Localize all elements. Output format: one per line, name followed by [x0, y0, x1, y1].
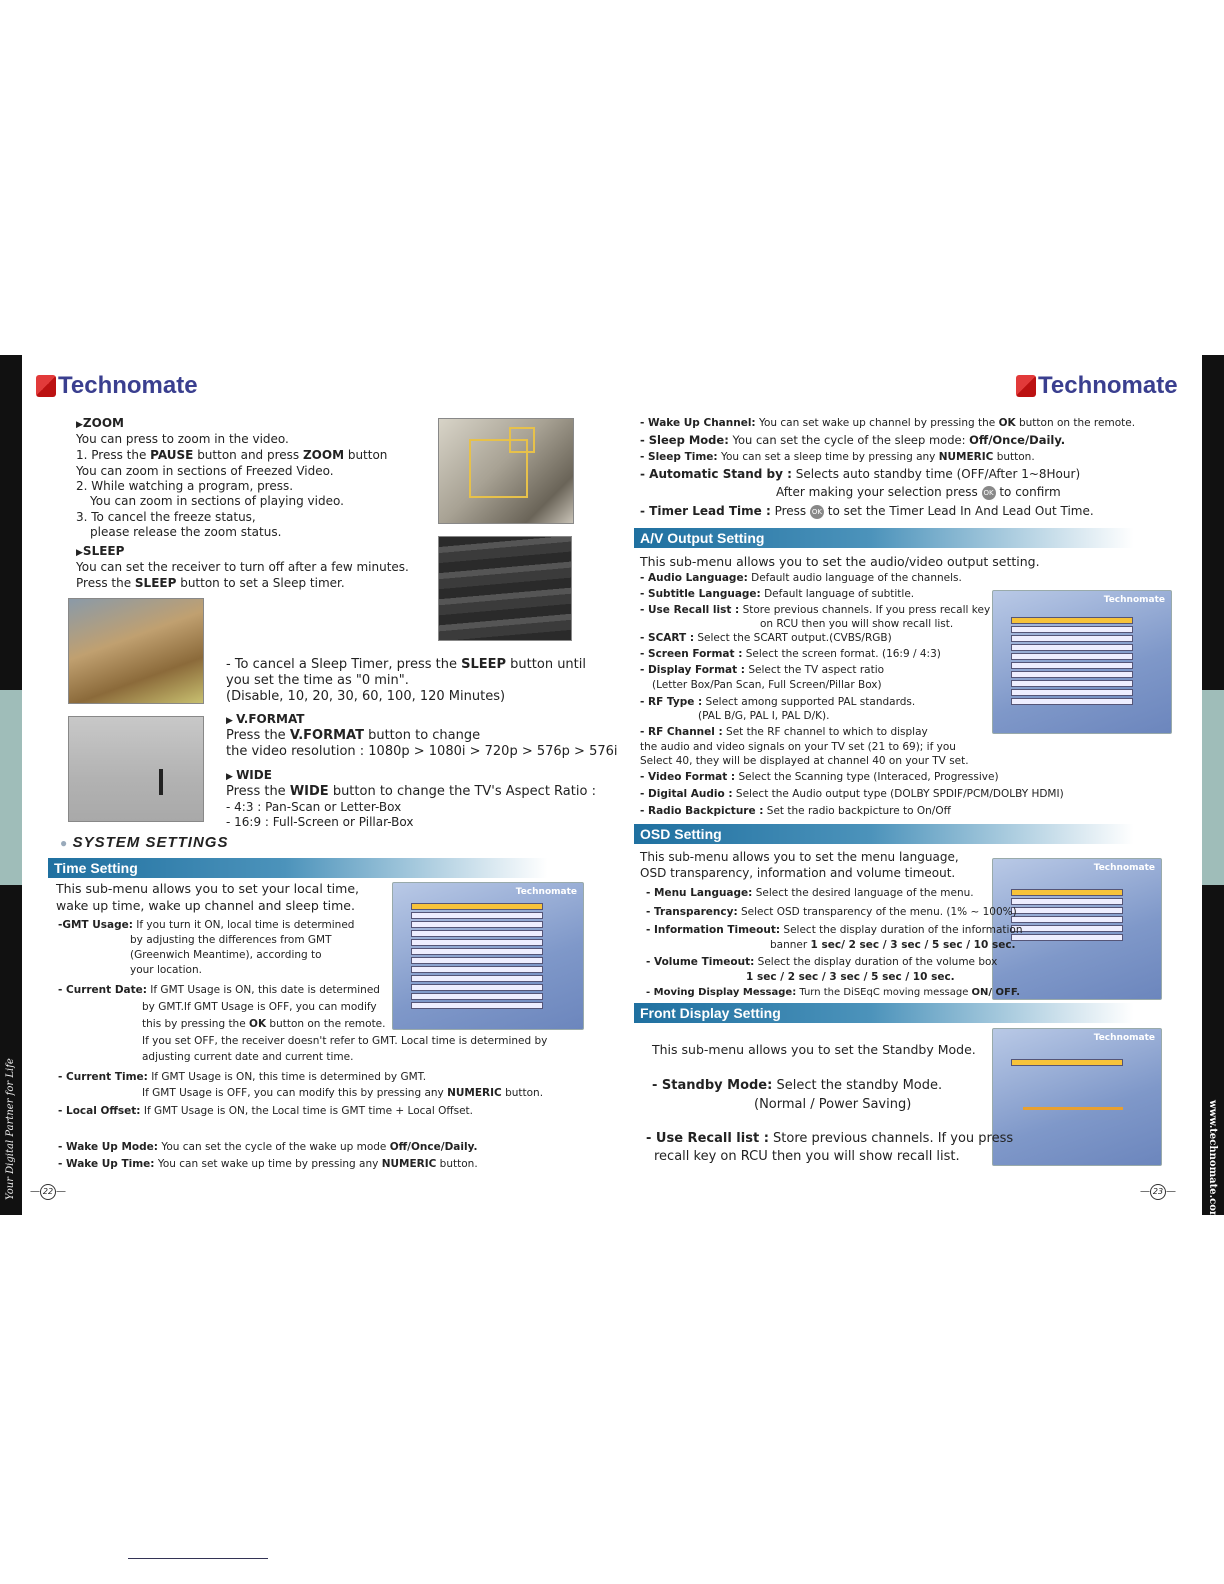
menu-row: [1011, 1059, 1123, 1066]
zoom-line: 2. While watching a program, press.: [76, 479, 294, 493]
menu-row: [411, 957, 543, 964]
menu-brand: Technomate: [1093, 1033, 1155, 1043]
information-timeout-line: banner 1 sec/ 2 sec / 3 sec / 5 sec / 10 sec.: [770, 939, 1016, 951]
brand-right: [1016, 372, 1178, 400]
current-date-line: by GMT.If GMT Usage is OFF, you can modify: [142, 1001, 377, 1013]
left-tagline: Your Digital Partner for Life: [5, 1058, 16, 1200]
zoom-line: 3. To cancel the freeze status,: [76, 510, 256, 524]
zoom-title: ▶ZOOM: [76, 416, 124, 430]
sleep-photo: [438, 536, 572, 641]
display-format-line: (Letter Box/Pan Scan, Full Screen/Pillar Box): [652, 679, 882, 691]
menu-row: [411, 948, 543, 955]
vformat-figure: [159, 769, 163, 795]
front-recall-list-line: recall key on RCU then you will show recall list.: [654, 1149, 960, 1164]
wide-line: - 4:3 : Pan-Scan or Letter-Box: [226, 800, 402, 814]
sleep-line: You can set the receiver to turn off after a few minutes.: [76, 560, 409, 574]
av-output-menu-screenshot: [992, 590, 1172, 734]
menu-row: [411, 903, 543, 910]
zoom-line: You can press to zoom in the video.: [76, 432, 289, 446]
display-format: - Display Format : Select the TV aspect ratio: [640, 664, 885, 676]
wake-up-time: - Wake Up Time: You can set wake up time by pressing any NUMERIC button.: [58, 1158, 478, 1170]
gmt-usage-line: (Greenwich Meantime), according to: [130, 949, 322, 961]
automatic-standby-line: After making your selection press OK to confirm: [776, 485, 1061, 499]
current-date: - Current Date: If GMT Usage is ON, this date is determined: [58, 984, 380, 996]
audio-language: - Audio Language: Default audio language of the channels.: [640, 572, 962, 584]
menu-row: [1011, 680, 1133, 687]
zoom-line: please release the zoom status.: [90, 525, 282, 539]
standby-mode-line: (Normal / Power Saving): [754, 1097, 912, 1112]
menu-row: [1011, 644, 1133, 651]
sleep-cancel-line: - To cancel a Sleep Timer, press the SLEEP button until: [226, 657, 586, 672]
use-recall-list-line: on RCU then you will show recall list.: [760, 618, 954, 630]
sleep-cancel-line: you set the time as "0 min".: [226, 673, 409, 688]
menu-row: [1011, 916, 1123, 923]
zoom-line: You can zoom in sections of Freezed Video.: [76, 464, 334, 478]
menu-row: [411, 993, 543, 1000]
av-output-heading: A/V Output Setting: [634, 528, 1160, 548]
transparency: - Transparency: Select OSD transparency of the menu. (1% ~ 100%): [646, 906, 1017, 918]
brand-left: [36, 372, 198, 400]
menu-brand: Technomate: [1093, 863, 1155, 873]
zoom-frame-small: [509, 427, 535, 453]
av-intro: This sub-menu allows you to set the audio/video output setting.: [640, 554, 1040, 569]
digital-audio: - Digital Audio : Select the Audio output type (DOLBY SPDIF/PCM/DOLBY HDMI): [640, 788, 1064, 800]
zoom-photo: [438, 418, 574, 524]
wide-line: Press the WIDE button to change the TV's Aspect Ratio :: [226, 784, 596, 799]
video-format: - Video Format : Select the Scanning type (Interaced, Progressive): [640, 771, 999, 783]
time-intro: This sub-menu allows you to set your local time,: [56, 881, 359, 896]
osd-intro: This sub-menu allows you to set the menu language,: [640, 850, 959, 864]
menu-brand: Technomate: [1103, 595, 1165, 605]
osd-intro: OSD transparency, information and volume timeout.: [640, 866, 956, 880]
menu-brand: Technomate: [515, 887, 577, 897]
vformat-line: the video resolution : 1080p > 1080i > 720p > 576p > 576i: [226, 744, 618, 759]
page-number-right: — 23 —: [1140, 1184, 1176, 1200]
right-url: www.technomate.com: [1207, 1100, 1218, 1222]
menu-row: [1011, 925, 1123, 932]
automatic-standby: - Automatic Stand by : Selects auto standby time (OFF/After 1~8Hour): [640, 467, 1081, 481]
wide-line: - 16:9 : Full-Screen or Pillar-Box: [226, 815, 414, 829]
left-edge-teal: [0, 690, 22, 885]
zoom-line: You can zoom in sections of playing video.: [90, 494, 344, 508]
system-settings-title: ● SYSTEM SETTINGS: [60, 834, 229, 851]
menu-row: [1011, 698, 1133, 705]
front-display-heading: Front Display Setting: [634, 1003, 1160, 1023]
radio-backpicture: - Radio Backpicture : Set the radio backpicture to On/Off: [640, 805, 951, 817]
current-time-line: If GMT Usage is OFF, you can modify this by pressing any NUMERIC button.: [142, 1087, 544, 1099]
time-intro: wake up time, wake up channel and sleep time.: [56, 898, 355, 913]
time-setting-heading: Time Setting: [48, 858, 574, 878]
brand-left-text: Technomate: [58, 372, 198, 399]
ok-icon: OK: [982, 486, 996, 500]
menu-row: [411, 921, 543, 928]
menu-language: - Menu Language: Select the desired language of the menu.: [646, 887, 974, 899]
zoom-line: 1. Press the PAUSE button and press ZOOM button: [76, 448, 388, 462]
gmt-usage-line: your location.: [130, 964, 202, 976]
left-edge-bar: [0, 355, 22, 690]
rf-type-line: (PAL B/G, PAL I, PAL D/K).: [698, 710, 830, 722]
vformat-photo: [68, 716, 204, 822]
footer-rule: [128, 1558, 268, 1559]
timer-lead-time: - Timer Lead Time : Press OK to set the Timer Lead In And Lead Out Time.: [640, 504, 1094, 518]
vformat-line: Press the V.FORMAT button to change: [226, 728, 481, 743]
menu-row: [1011, 662, 1133, 669]
rf-channel: - RF Channel : Set the RF channel to which to display: [640, 726, 928, 738]
right-edge-teal: [1202, 690, 1224, 885]
sleep-title: ▶SLEEP: [76, 544, 125, 558]
screen-format: - Screen Format : Select the screen format. (16:9 / 4:3): [640, 648, 941, 660]
menu-row: [1011, 898, 1123, 905]
current-date-line: If you set OFF, the receiver doesn't refer to GMT. Local time is determined by: [142, 1035, 548, 1047]
use-recall-list: - Use Recall list : Store previous channels. If you press recall key: [640, 604, 991, 616]
right-edge-bar: [1202, 355, 1224, 690]
menu-row: [411, 1002, 543, 1009]
rf-channel-line: Select 40, they will be displayed at channel 40 on your TV set.: [640, 755, 969, 767]
crowd-photo: [68, 598, 204, 704]
menu-row: [411, 975, 543, 982]
scart: - SCART : Select the SCART output.(CVBS/RGB): [640, 632, 892, 644]
menu-row: [1011, 907, 1123, 914]
wake-up-mode: - Wake Up Mode: You can set the cycle of the wake up mode Off/Once/Daily.: [58, 1141, 478, 1153]
gmt-usage: -GMT Usage: If you turn it ON, local time is determined: [58, 919, 355, 931]
gmt-usage-line: by adjusting the differences from GMT: [130, 934, 332, 946]
standby-mode: - Standby Mode: Select the standby Mode.: [652, 1078, 943, 1093]
menu-row: [1011, 934, 1123, 941]
volume-timeout: - Volume Timeout: Select the display duration of the volume box: [646, 956, 998, 968]
front-recall-list: - Use Recall list : Store previous channels. If you press: [646, 1131, 1014, 1146]
brand-logo-icon: [36, 375, 56, 397]
menu-row: [411, 984, 543, 991]
sleep-mode: - Sleep Mode: You can set the cycle of the sleep mode: Off/Once/Daily.: [640, 433, 1066, 447]
menu-row: [1011, 617, 1133, 624]
brand-logo-icon: [1016, 375, 1036, 397]
sleep-line: Press the SLEEP button to set a Sleep timer.: [76, 576, 345, 590]
menu-row: [1011, 626, 1133, 633]
vformat-title: ▶ V.FORMAT: [226, 712, 305, 726]
wake-up-channel: - Wake Up Channel: You can set wake up channel by pressing the OK button on the remote.: [640, 417, 1136, 429]
local-offset: - Local Offset: If GMT Usage is ON, the Local time is GMT time + Local Offset.: [58, 1105, 473, 1117]
rf-type: - RF Type : Select among supported PAL standards.: [640, 696, 916, 708]
menu-row: [1011, 653, 1133, 660]
osd-setting-heading: OSD Setting: [634, 824, 1160, 844]
page-number-left: — 22 —: [30, 1184, 66, 1200]
menu-row: [1011, 889, 1123, 896]
information-timeout: - Information Timeout: Select the display duration of the information: [646, 924, 1023, 936]
brand-right-text: Technomate: [1038, 372, 1178, 399]
menu-row: [1011, 671, 1133, 678]
menu-row: [1011, 635, 1133, 642]
subtitle-language: - Subtitle Language: Default language of subtitle.: [640, 588, 915, 600]
current-time: - Current Time: If GMT Usage is ON, this time is determined by GMT.: [58, 1071, 427, 1083]
menu-row: [411, 966, 543, 973]
menu-row: [411, 930, 543, 937]
front-display-menu-screenshot: [992, 1028, 1162, 1166]
volume-timeout-line: 1 sec / 2 sec / 3 sec / 5 sec / 10 sec.: [746, 971, 955, 983]
sleep-time: - Sleep Time: You can set a sleep time by pressing any NUMERIC button.: [640, 451, 1035, 463]
front-intro: This sub-menu allows you to set the Standby Mode.: [652, 1042, 976, 1057]
current-date-line: adjusting current date and current time.: [142, 1051, 354, 1063]
menu-row: [411, 939, 543, 946]
menu-row: [411, 912, 543, 919]
menu-row: [1011, 689, 1133, 696]
rf-channel-line: the audio and video signals on your TV set (21 to 69); if you: [640, 741, 956, 753]
time-setting-menu-screenshot: [392, 882, 584, 1030]
menu-notice-line: [1023, 1107, 1123, 1110]
sleep-cancel-line: (Disable, 10, 20, 30, 60, 100, 120 Minutes): [226, 689, 506, 704]
moving-display-message: - Moving Display Message: Turn the DiSEqC moving message ON/ OFF.: [646, 987, 1021, 998]
current-date-line: this by pressing the OK button on the remote.: [142, 1018, 386, 1030]
ok-icon: OK: [810, 505, 824, 519]
wide-title: ▶ WIDE: [226, 768, 272, 782]
